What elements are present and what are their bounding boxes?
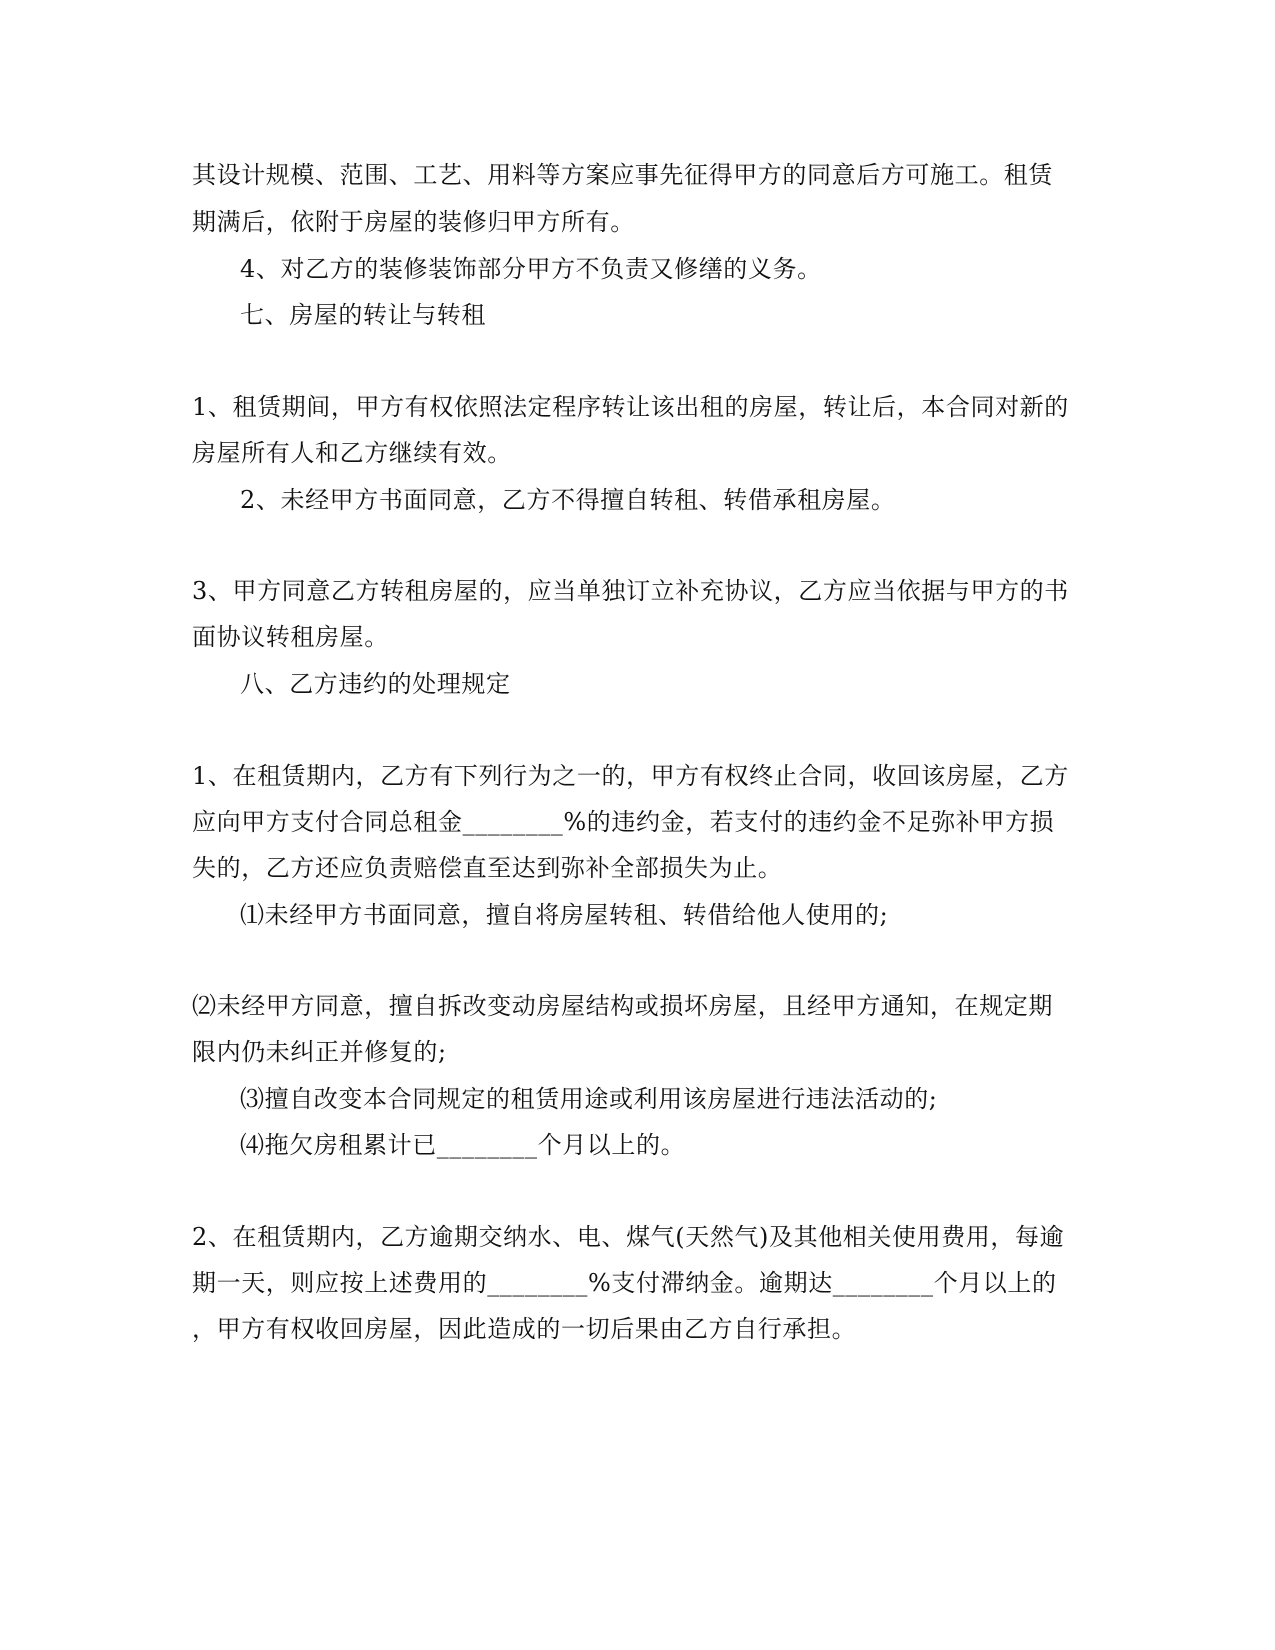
text-line: 面协议转租房屋。 [192,623,389,651]
text-line: 其设计规模、范围、工艺、用料等方案应事先征得甲方的同意后方可施工。租赁 [192,161,1053,189]
text-line: 房屋所有人和乙方继续有效。 [192,439,512,467]
text-line: 期满后，依附于房屋的装修归甲方所有。 [192,208,635,236]
text-line: 应向甲方支付合同总租金________%的违约金，若支付的违约金不足弥补甲方损 [192,808,1055,836]
text-line: 限内仍未纠正并修复的; [192,1038,447,1066]
text-line: 4、对乙方的装修装饰部分甲方不负责又修缮的义务。 [240,255,822,283]
text-line: 失的，乙方还应负责赔偿直至达到弥补全部损失为止。 [192,854,783,882]
text-line: ⑵未经甲方同意，擅自拆改变动房屋结构或损坏房屋，且经甲方通知，在规定期 [192,992,1053,1020]
text-line: 2、在租赁期内，乙方逾期交纳水、电、煤气(天然气)及其他相关使用费用，每逾 [192,1223,1065,1251]
text-line: 1、在租赁期内，乙方有下列行为之一的，甲方有权终止合同，收回该房屋，乙方 [192,762,1069,790]
text-line: ⑴未经甲方书面同意，擅自将房屋转租、转借给他人使用的; [240,901,889,929]
section-heading: 七、房屋的转让与转租 [240,301,486,329]
text-line: ，甲方有权收回房屋，因此造成的一切后果由乙方自行承担。 [192,1315,857,1343]
text-line: 1、租赁期间，甲方有权依照法定程序转让该出租的房屋，转让后，本合同对新的 [192,393,1069,421]
text-line: ⑶擅自改变本合同规定的租赁用途或利用该房屋进行违法活动的; [240,1085,938,1113]
text-line: 3、甲方同意乙方转租房屋的，应当单独订立补充协议，乙方应当依据与甲方的书 [192,577,1069,605]
text-line: 2、未经甲方书面同意，乙方不得擅自转租、转借承租房屋。 [240,486,896,514]
text-line: 期一天，则应按上述费用的________%支付滞纳金。逾期达________个月以上的 [192,1269,1057,1297]
text-line: ⑷拖欠房租累计已________个月以上的。 [240,1131,686,1159]
section-heading: 八、乙方违约的处理规定 [240,670,511,698]
